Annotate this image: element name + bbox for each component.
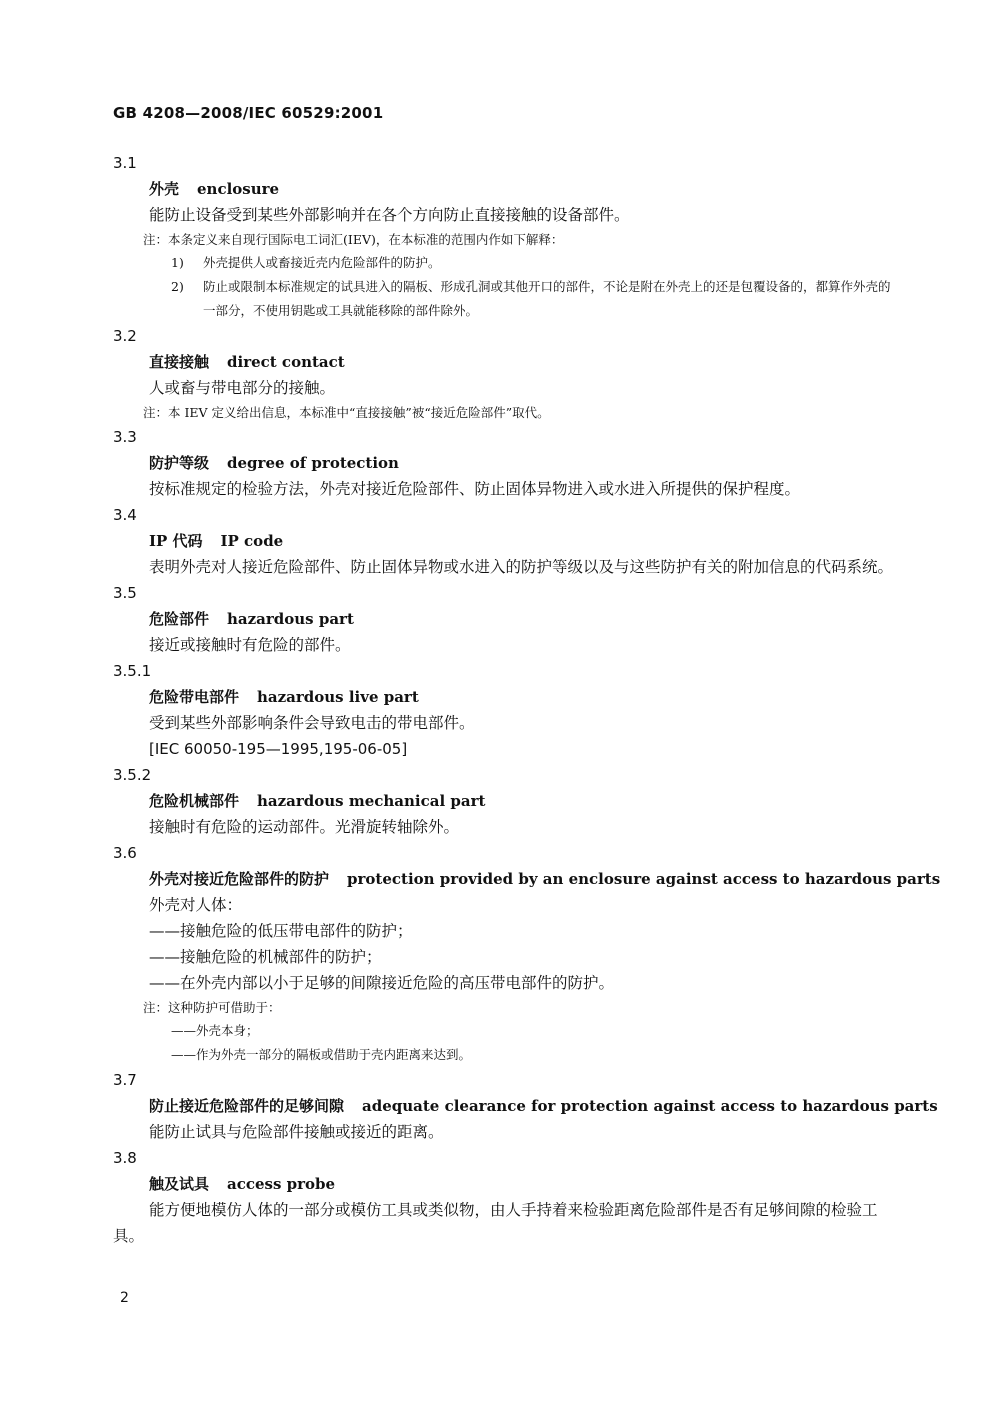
- clause-number: 3.5.2: [113, 766, 152, 784]
- document-header: GB 4208—2008/IEC 60529:2001: [113, 104, 384, 122]
- term-heading: [149, 684, 893, 710]
- note-item-text: 防止或限制本标准规定的试具进入的隔板、形成孔洞或其他开口的部件，不论是附在外壳上的还是包覆设备的，都算作外壳的一部分，不使用钥匙或工具就能移除的部件除外。: [203, 279, 891, 318]
- note-item-marker: 1): [171, 255, 184, 270]
- terms-content: [113, 150, 941, 1249]
- definition: 按标准规定的检验方法，外壳对接近危险部件、防止固体异物进入或水进入所提供的保护程度。: [149, 480, 801, 498]
- term-en: hazardous live part: [257, 688, 419, 706]
- clause-3-5: [113, 580, 893, 658]
- definition: 人或畜与带电部分的接触。: [149, 379, 336, 397]
- term-cn: 直接接触: [149, 353, 210, 371]
- clause-number: 3.6: [113, 844, 137, 862]
- clause-3-5-2: [113, 762, 893, 840]
- clause-number: 3.2: [113, 327, 137, 345]
- note-item-text: 外壳提供人或畜接近壳内危险部件的防护。: [203, 255, 441, 270]
- page-number: 2: [120, 1290, 129, 1306]
- definition: 能方便地模仿人体的一部分或模仿工具或类似物，由人手持着来检验距离危险部件是否有足够间隙的检验工具。: [113, 1201, 878, 1245]
- definition: 接触时有危险的运动部件。光滑旋转轴除外。: [149, 818, 460, 836]
- term-cn: 危险机械部件: [149, 792, 240, 810]
- term-cn: 防止接近危险部件的足够间隙: [149, 1097, 345, 1115]
- note-item-marker: 2): [171, 279, 184, 294]
- reference: [IEC 60050-195—1995,195-06-05]: [149, 740, 408, 758]
- note-item: ——作为外壳一部分的隔板或借助于壳内距离来达到。: [171, 1047, 472, 1062]
- note-item: ——外壳本身；: [171, 1023, 259, 1038]
- clause-number: 3.7: [113, 1071, 137, 1089]
- definition: 能防止试具与危险部件接触或接近的距离。: [149, 1123, 444, 1141]
- term-heading: [149, 1093, 938, 1119]
- term-cn: 外壳对接近危险部件的防护: [149, 870, 330, 888]
- clause-number: 3.1: [113, 154, 137, 172]
- term-en: protection provided by an enclosure against access to hazardous parts: [347, 870, 941, 888]
- clause-number: 3.5: [113, 584, 137, 602]
- term-heading: [149, 866, 941, 892]
- term-en: IP code: [220, 532, 284, 550]
- term-heading: [149, 528, 893, 554]
- definition: 表明外壳对人接近危险部件、防止固体异物或水进入的防护等级以及与这些防护有关的附加信息的代码系统。: [149, 558, 894, 576]
- note: 注：本 IEV 定义给出信息，本标准中“直接接触”被“接近危险部件”取代。: [143, 405, 550, 420]
- clause-3-8: [113, 1145, 893, 1249]
- term-cn: 防护等级: [149, 454, 210, 472]
- term-en: adequate clearance for protection against access to hazardous parts: [362, 1097, 938, 1115]
- term-cn: 外壳: [149, 180, 180, 198]
- term-heading: [149, 1171, 893, 1197]
- term-heading: [149, 176, 893, 202]
- note: 注：这种防护可借助于：: [143, 1000, 281, 1015]
- list-item: ——接触危险的低压带电部件的防护；: [149, 922, 413, 940]
- term-en: access probe: [227, 1175, 336, 1193]
- note: 注：本条定义来自现行国际电工词汇(IEV)，在本标准的范围内作如下解释：: [143, 232, 564, 247]
- term-cn: IP 代码: [149, 532, 203, 550]
- term-en: direct contact: [227, 353, 345, 371]
- clause-3-2: [113, 323, 893, 424]
- note-item: [171, 251, 893, 275]
- definition: 受到某些外部影响条件会导致电击的带电部件。: [149, 714, 475, 732]
- term-en: hazardous mechanical part: [257, 792, 486, 810]
- clause-number: 3.5.1: [113, 662, 152, 680]
- definition: 外壳对人体：: [149, 896, 243, 914]
- list-item: ——接触危险的机械部件的防护；: [149, 948, 382, 966]
- clause-number: 3.4: [113, 506, 137, 524]
- term-heading: [149, 349, 893, 375]
- term-heading: [149, 606, 893, 632]
- definition: 能防止设备受到某些外部影响并在各个方向防止直接接触的设备部件。: [149, 206, 630, 224]
- clause-3-1: [113, 150, 893, 323]
- term-heading: [149, 450, 893, 476]
- clause-3-5-1: [113, 658, 893, 762]
- clause-3-4: [113, 502, 893, 580]
- clause-number: 3.3: [113, 428, 137, 446]
- term-en: enclosure: [197, 180, 280, 198]
- clause-3-3: [113, 424, 893, 502]
- definition: 接近或接触时有危险的部件。: [149, 636, 351, 654]
- note-item: [171, 275, 893, 323]
- list-item: ——在外壳内部以小于足够的间隙接近危险的高压带电部件的防护。: [149, 974, 615, 992]
- term-cn: 危险带电部件: [149, 688, 240, 706]
- clause-number: 3.8: [113, 1149, 137, 1167]
- term-en: hazardous part: [227, 610, 354, 628]
- term-cn: 触及试具: [149, 1175, 210, 1193]
- clause-3-6: [113, 840, 941, 1067]
- clause-3-7: [113, 1067, 938, 1145]
- term-heading: [149, 788, 893, 814]
- term-en: degree of protection: [227, 454, 399, 472]
- term-cn: 危险部件: [149, 610, 210, 628]
